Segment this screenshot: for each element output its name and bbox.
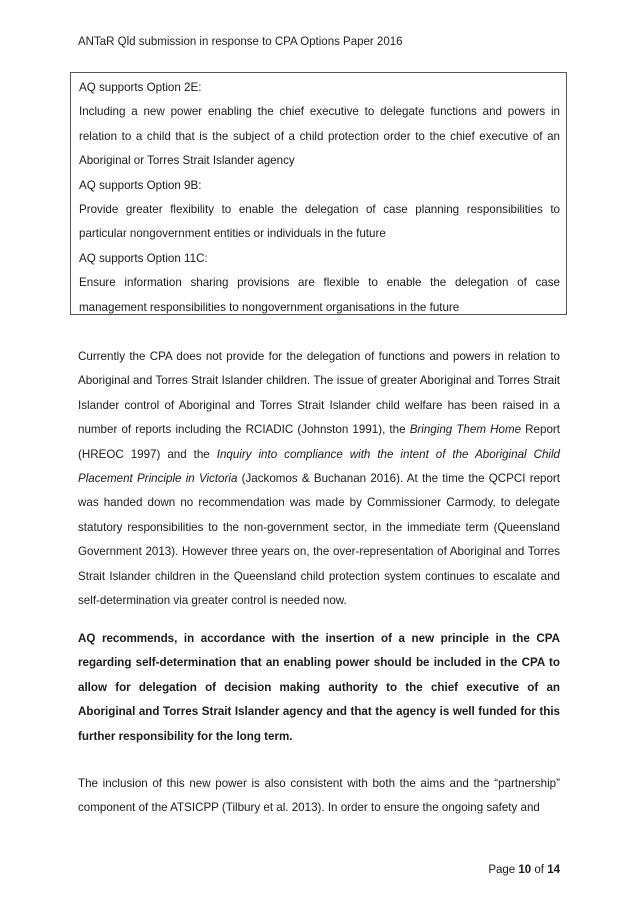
recommendation-paragraph bbox=[78, 627, 560, 749]
option-2e-text: Including a new power enabling the chief executive to delegate functions and powers in relation to a child that is the subject of a child protection order to the chief executive of an Aboriginal or Torres Strait Islander agency bbox=[79, 105, 560, 168]
atsicpp-text: The inclusion of this new power is also consistent with both the aims and the “partnership” component of the ATSICPP (Tilbury et al. 2013). In order to ensure the ongoing safety and bbox=[78, 777, 560, 815]
paragraph-delegation bbox=[78, 345, 560, 613]
para1-part1: Currently the CPA does not provide for the delegation of functions and powers in relation to Aboriginal and Torres Strait Islander children. The issue of greater Aboriginal and Torres Strait Islander control of Aboriginal and Torres Strait Islander child welfare has been raised in a number of reports including the RCIADIC (Johnston 1991), the bbox=[78, 350, 560, 437]
option-11c-text: Ensure information sharing provisions are flexible to enable the delegation of case management responsibilities to nongovernment organisations in the future bbox=[79, 276, 560, 314]
recommendation-text: AQ recommends, in accordance with the insertion of a new principle in the CPA regarding self-determination that an enabling power should be included in the CPA to allow for delegation of decision making authority to the chief executive of an Aboriginal and Torres Strait Islander agency and that the agency is well funded for this further responsibility for the long term. bbox=[78, 632, 560, 743]
option-9b-title: AQ supports Option 9B: bbox=[79, 178, 202, 192]
para1-part2: Report (HREOC 1997) and the bbox=[78, 423, 560, 461]
document-header: ANTaR Qld submission in response to CPA Options Paper 2016 bbox=[78, 36, 403, 48]
option-11c-title: AQ supports Option 11C: bbox=[79, 251, 208, 265]
option-2e-title: AQ supports Option 2E: bbox=[79, 81, 202, 94]
inquiry-title: Inquiry into compliance with the intent of the Aboriginal Child Placement Principle in Victoria bbox=[78, 447, 560, 486]
page-number: Page 10 of 14 bbox=[488, 864, 560, 876]
options-box bbox=[70, 72, 567, 315]
option-9b-text: Provide greater flexibility to enable the delegation of case planning responsibilities to particular nongovernment entities or individuals in the future bbox=[79, 203, 560, 241]
paragraph-atsicpp bbox=[78, 772, 560, 821]
bringing-them-home-title: Bringing Them Home bbox=[409, 423, 522, 437]
para1-part3: (Jackomos & Buchanan 2016). At the time the QCPCI report was handed down no recommendation was made by Commissioner Carmody, to delegate statutory responsibilities to the non-government sector, in the immediate term (Queensland Government 2013). However three years on, the over-representation of Aboriginal and Torres Strait Islander children in the Queensland child protection system continues to escalate and self-determination via greater control is needed now. bbox=[78, 472, 561, 608]
